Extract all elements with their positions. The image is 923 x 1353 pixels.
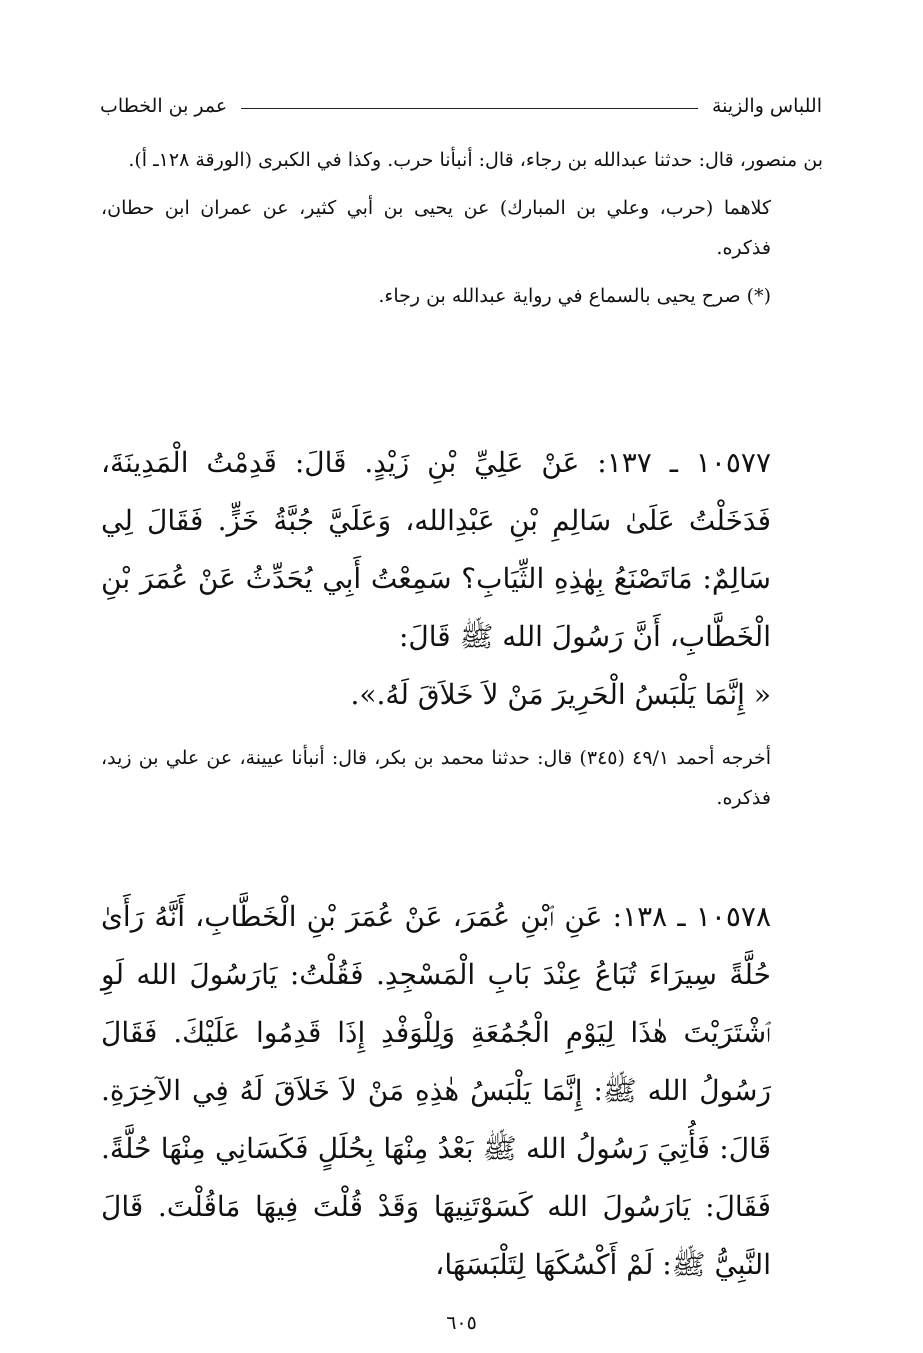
hadith-137-takhrij [101, 738, 823, 818]
hadith-138-text: ١٠٥٧٨ ـ ١٣٨: عَنِ ٱبْنِ عُمَرَ، عَنْ عُمَرَ بْنِ الْخَطَّابِ، أَنَّهُ رَأَىٰ حُلَّةً سِيرَاءَ تُبَاعُ عِنْدَ بَابِ الْمَسْجِدِ. فَقُلْتُ: يَارَسُولَ الله لَوِ ٱشْتَرَيْتَ هٰذَا لِيَوْمِ الْجُمُعَةِ وَلِلْوَفْدِ إِذَا قَدِمُوا عَلَيْكَ. فَقَالَ رَسُولُ الله ﷺ: إِنَّمَا يَلْبَسُ هٰذِهِ مَنْ لاَ خَلاَقَ لَهُ فِي الآخِرَةِ. قَالَ: فَأُتِيَ رَسُولُ الله ﷺ بَعْدُ مِنْهَا بِحُلَلٍ فَكَسَانِي مِنْهَا حُلَّةً. فَقَالَ: يَارَسُولَ الله كَسَوْتَنِيهَا وَقَدْ قُلْتَ فِيهَا مَاقُلْتَ. قَالَ النَّبِيُّ ﷺ: لَمْ أَكْسُكَهَا لِتَلْبَسَهَا، [101, 900, 771, 1281]
note-paragraph-1: بن منصور، قال: حدثنا عبدالله بن رجاء، قال: أنبأنا حرب. وكذا في الكبرى (الورقة ١٢٨ـ أ). [128, 149, 823, 171]
note-paragraph-3: (*) صرح يحيى بالسماع في رواية عبدالله بن رجاء. [378, 285, 771, 307]
running-header [100, 86, 822, 126]
takhrij-text: أخرجه أحمد ٤٩/١ (٣٤٥) قال: حدثنا محمد بن بكر، قال: أنبأنا عيينة، عن علي بن زيد، فذكره. [101, 747, 772, 809]
hadith-137 [101, 434, 823, 724]
page-number: ٦٠٥ [446, 1312, 477, 1334]
hadith-137-text: ١٠٥٧٧ ـ ١٣٧: عَنْ عَلِيِّ بْنِ زَيْدٍ. قَالَ: قَدِمْتُ الْمَدِينَةَ، فَدَخَلْتُ عَلَىٰ سَالِمِ بْنِ عَبْدِالله، وَعَلَيَّ جُبَّةُ خَزٍّ. فَقَالَ لِي سَالِمٌ: مَاتَصْنَعُ بِهٰذِهِ الثِّيَابِ؟ سَمِعْتُ أَبِي يُحَدِّثُ عَنْ عُمَرَ بْنِ الْخَطَّابِ، أَنَّ رَسُولَ الله ﷺ قَالَ: [101, 446, 771, 653]
hadith-138 [101, 888, 823, 1294]
top-notes [101, 140, 823, 316]
header-musnad-name: عمر بن الخطاب [100, 95, 228, 117]
header-book-section: اللباس والزينة [711, 95, 822, 117]
note-paragraph-2: كلاهما (حرب، وعلي بن المبارك) عن يحيى بن أبي كثير، عن عمران ابن حطان، فذكره. [101, 197, 771, 259]
header-rule [241, 108, 698, 109]
hadith-137-quote: « إِنَّمَا يَلْبَسُ الْحَرِيرَ مَنْ لاَ خَلاَقَ لَهُ.». [350, 678, 771, 711]
